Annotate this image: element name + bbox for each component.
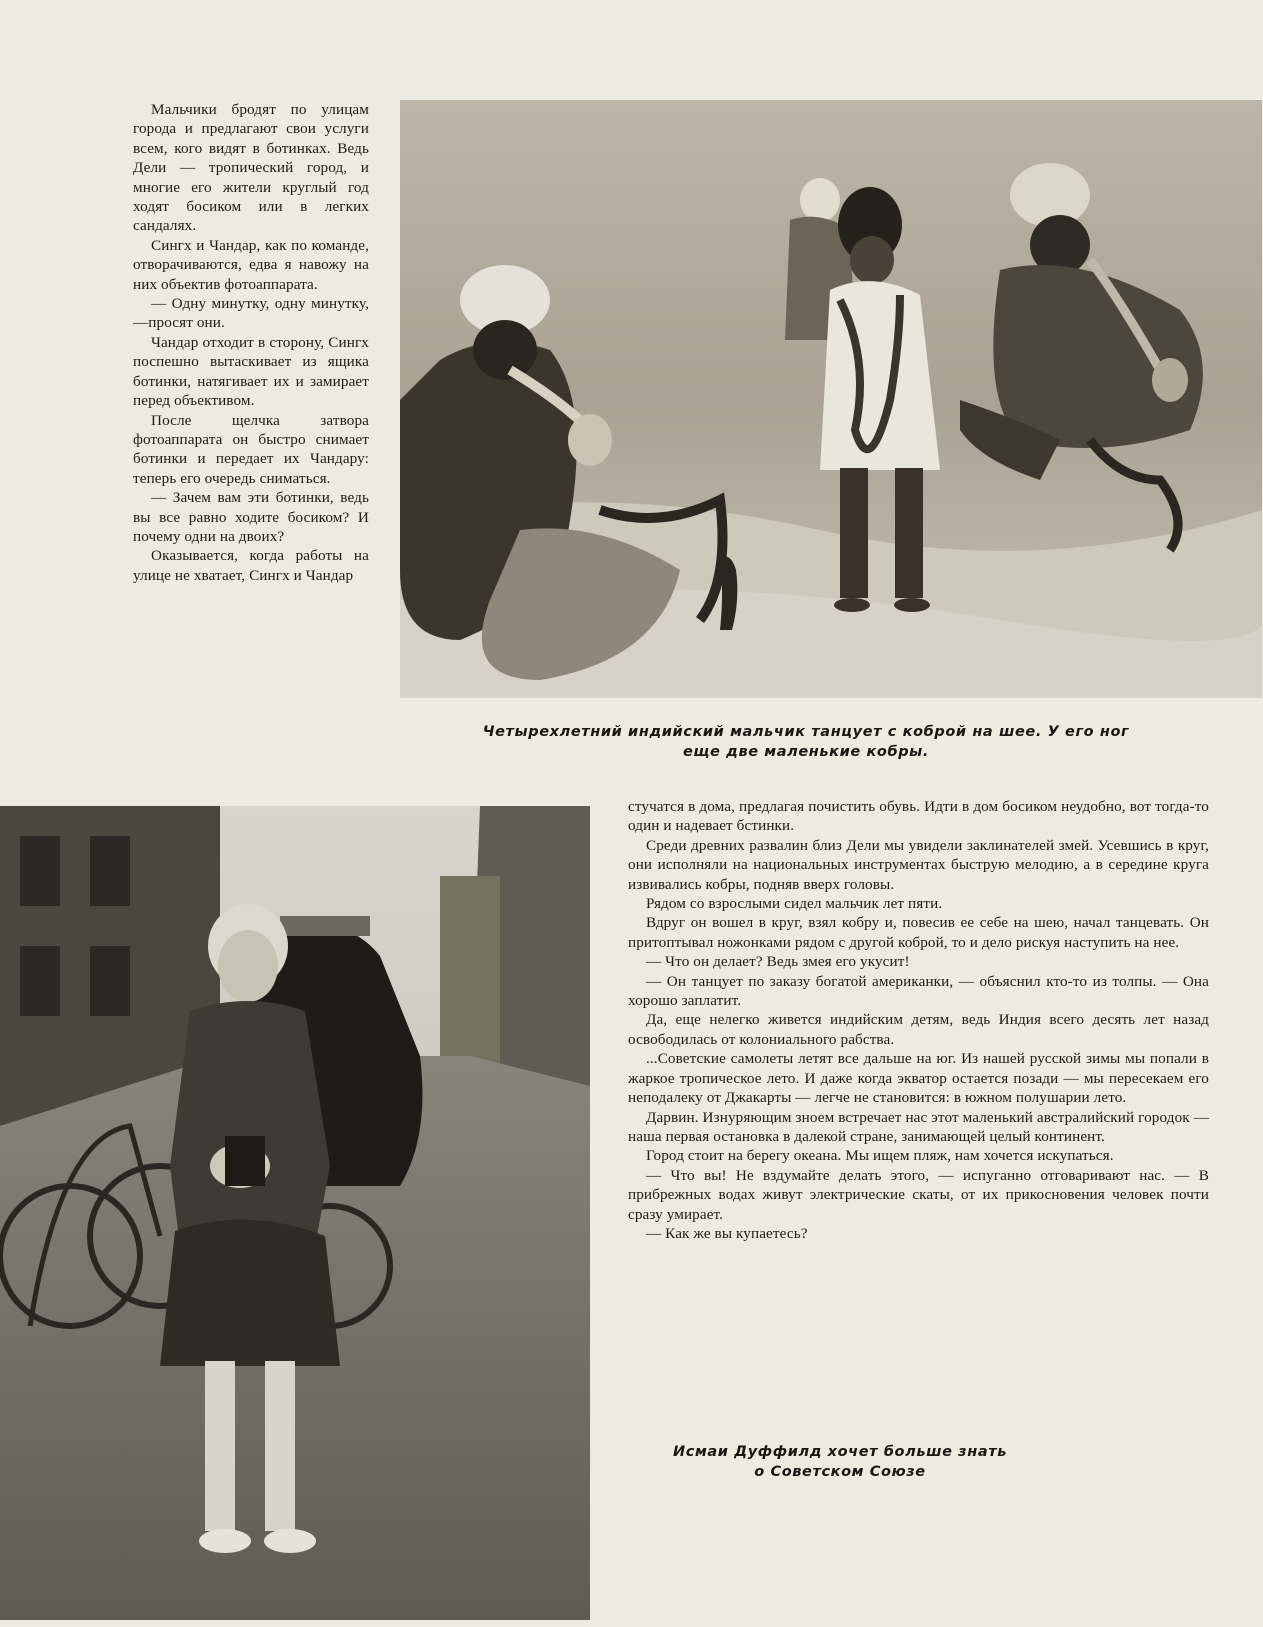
right-paragraph-4: — Что он делает? Ведь змея его укусит! [646,953,910,971]
left-paragraph-3: — Одну минутку, одну минутку,—просят они. [133,295,369,332]
right-paragraph-5: — Он танцует по заказу богатой американки, — объяснил кто-то из толпы. — Она хорошо заплатит. [628,972,1209,1010]
right-paragraph-1: Среди древних развалин близ Дели мы увидели заклинателей змей. Усевшись в круг, они исполняли на национальных инструментах быструю мелодию, а в середине круга извивались кобры, подняв вверх головы. [628,836,1209,893]
right-paragraph-9: Город стоит на берегу океана. Мы ищем пляж, нам хочется искупаться. [646,1147,1114,1165]
girl-on-street-illustration [0,806,590,1620]
right-paragraph-8: Дарвин. Изнуряющим зноем встречает нас этот маленький австралийский городок — наша первая остановка в далекой стране, занимающей целый континент. [628,1108,1209,1145]
snake-charmers-illustration [400,100,1262,698]
photo-snake-charmers [400,100,1262,698]
right-paragraph-10: — Что вы! Не вздумайте делать этого, — испуганно отговаривают нас. — В прибрежных водах живут электрические скаты, от их прикосновения человек почти сразу умирает. [628,1166,1209,1223]
left-paragraph-7: Оказывается, когда работы на улице не хватает, Сингх и Чандар [133,547,369,584]
caption-top-line-1: Четырехлетний индийский мальчик танцует с коброй на шее. У его ног [482,724,1130,740]
caption-girl [610,1442,1070,1482]
left-paragraph-1: Мальчики бродят по улицам города и предлагают свои услуги всем, кого видят в ботинках. Ведь Дели — тропический город, и многие его жители круглый год ходят босиком или в легких сандалях. [133,101,369,235]
right-paragraph-3: Вдруг он вошел в круг, взял кобру и, повесив ее себе на шею, начал танцевать. Он притоптывал ножонками рядом с другой коброй, то и дело рискуя наступить на нее. [628,914,1209,951]
right-text-column [628,797,1209,1243]
left-paragraph-6: — Зачем вам эти ботинки, ведь вы все равно ходите босиком? И почему одни на двоих? [133,489,369,545]
caption-bottom-line-1: Исмаи Дуффилд хочет больше знать [673,1444,1007,1460]
caption-snake-charmers [396,722,1216,762]
right-paragraph-11: — Как же вы купаетесь? [646,1224,808,1242]
right-continuation: стучатся в дома, предлагая почистить обувь. Идти в дом босиком неудобно, вот тогда-то один и надевает бстинки. [628,798,1209,835]
caption-top-line-2: еще две маленькие кобры. [682,744,929,760]
right-paragraph-7: ...Советские самолеты летят все дальше на юг. Из нашей русской зимы мы попали в жаркое тропическое лето. И даже когда экватор остается позади — мы пересекаем его неподалеку от Джакарты — легче не становится: в южном полушарии лето. [628,1050,1209,1107]
right-paragraph-2: Рядом со взрослыми сидел мальчик лет пяти. [646,895,943,913]
left-text-column [133,100,369,585]
photo-girl-on-street [0,806,590,1620]
left-paragraph-2: Сингх и Чандар, как по команде, отворачиваются, едва я навожу на них объектив фотоаппарата. [133,236,369,293]
left-paragraph-4: Чандар отходит в сторону, Сингх поспешно вытаскивает из ящика ботинки, натягивает их и замирает перед объективом. [133,333,369,410]
right-paragraph-6: Да, еще нелегко живется индийским детям, ведь Индия всего десять лет назад освободилась от колониального рабства. [628,1011,1209,1048]
caption-bottom-line-2: о Советском Союзе [754,1464,926,1480]
left-paragraph-5: После щелчка затвора фотоаппарата он быстро снимает ботинки и передает их Чандару: теперь его очередь сниматься. [133,411,369,487]
